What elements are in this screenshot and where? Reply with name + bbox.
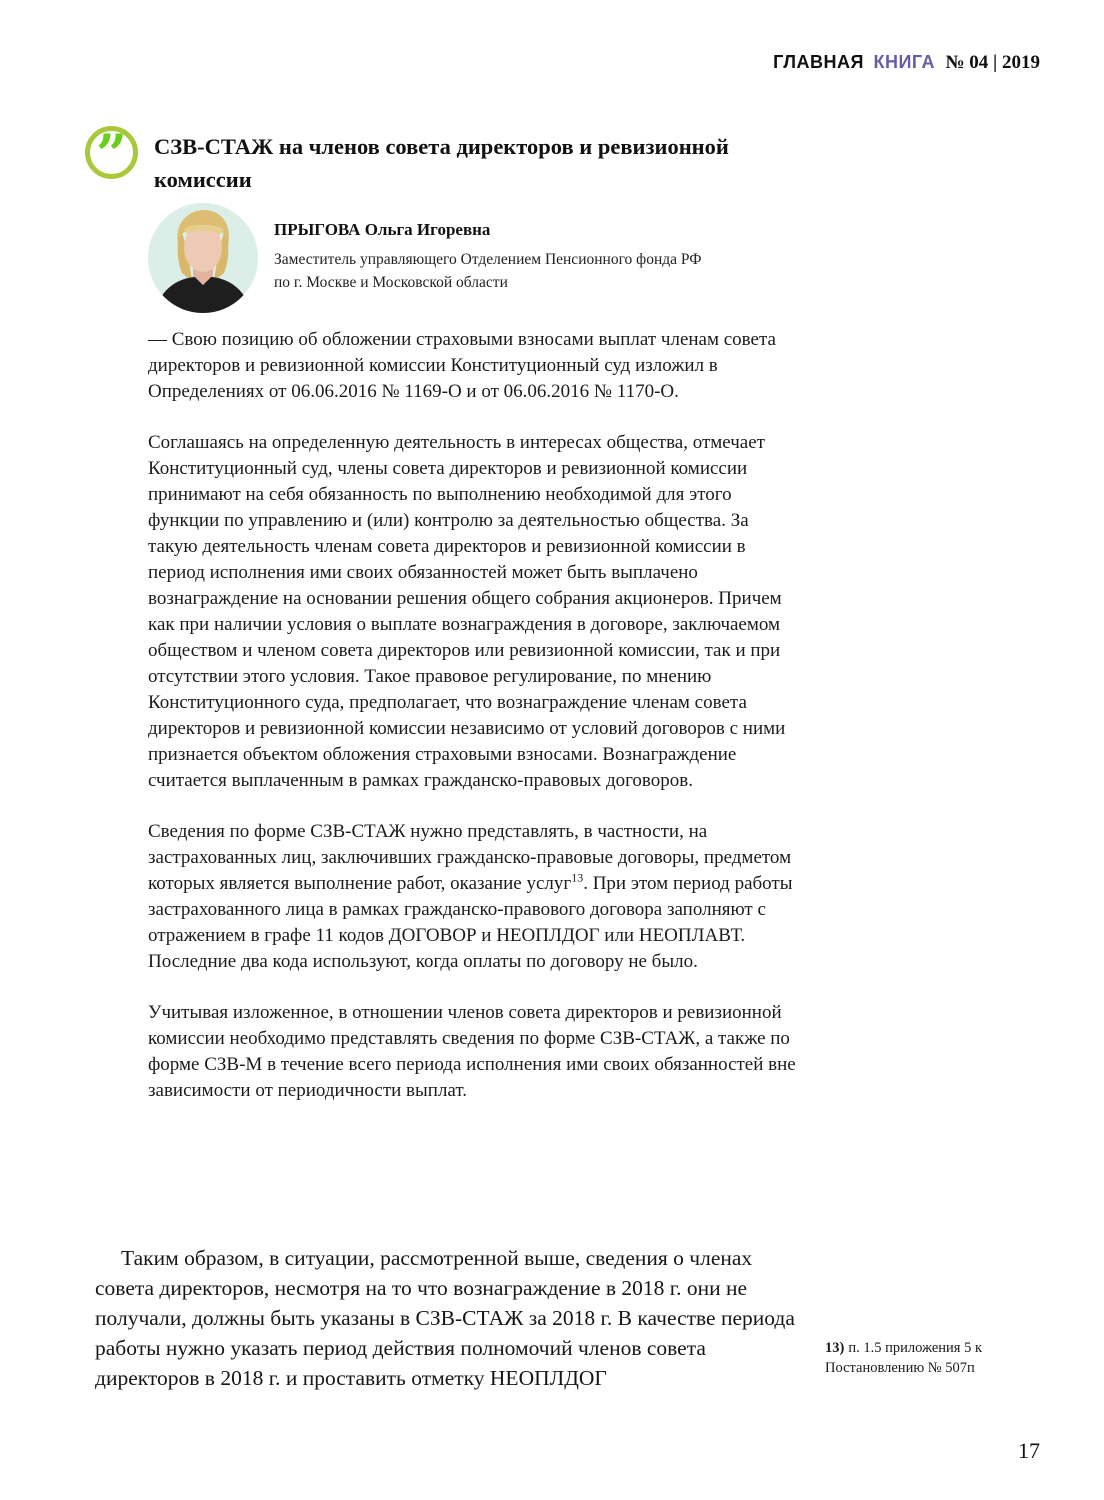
paragraph-court-position: — Свою позицию об обложении страховыми взносами выплат членам совета директоров и ревизионной комиссии Конституционный суд изложил в Определениях от 06.06.2016 № 1169-О и от 06.06.2016 № 1170-О.	[148, 329, 776, 402]
author-photo	[148, 203, 258, 313]
article-title-row	[85, 126, 815, 196]
paragraph-conclusion: Учитывая изложенное, в отношении членов совета директоров и ревизионной комиссии необходимо представлять сведения по форме СЗВ-СТАЖ, а также по форме СЗВ-М в течение всего периода исполнения ими своих обязанностей вне зависимости от периодичности выплат.	[148, 1002, 796, 1101]
footnote-reference: 13	[571, 870, 584, 885]
paragraph-szv-stazh-codes	[148, 819, 796, 975]
page-number: 17	[1018, 1438, 1040, 1463]
page-header	[773, 52, 1040, 74]
author-info	[274, 203, 702, 313]
footnote-marker: 13)	[825, 1340, 845, 1356]
article-title: СЗВ-СТАЖ на членов совета директоров и ревизионной комиссии	[154, 134, 729, 192]
quote-marks-icon	[85, 126, 138, 179]
quote-glyph: ”	[95, 126, 128, 179]
closing-paragraph: Таким образом, в ситуации, рассмотренной выше, сведения о членах совета директоров, несмотря на то что вознаграждение в 2018 г. они не получали, должны быть указаны в СЗВ-СТАЖ за 2018 г. В качестве периода работы нужно указать период действия полномочий членов совета директоров в 2018 г. и проставить отметку НЕОПЛДОГ	[95, 1246, 795, 1390]
author-position-line1: Заместитель управляющего Отделением Пенсионного фонда РФ	[274, 251, 702, 268]
footnote-text: п. 1.5 приложения 5 к Постановлению № 507п	[825, 1340, 982, 1376]
issue-number: № 04 | 2019	[945, 52, 1040, 73]
margin-footnote	[825, 1338, 1063, 1378]
author-portrait-illustration	[148, 203, 258, 313]
magazine-name-accent: КНИГА	[873, 52, 935, 72]
author-position-line2: по г. Москве и Московской области	[274, 274, 508, 291]
interview-text	[148, 327, 796, 1129]
paragraph-3-text: Сведения по форме СЗВ-СТАЖ нужно представлять, в частности, на застрахованных лиц, заключивших гражданско-правовые договоры, предметом которых является выполнение работ, оказание услуг	[148, 821, 792, 894]
paragraph-3-text-continued: . При этом период работы застрахованного лица в рамках гражданско-правового договора заполняют с отражением в графе 11 кодов ДОГОВОР и НЕОПЛДОГ или НЕОПЛАВТ. Последние два кода используют, когда оплаты по договору не было.	[148, 873, 793, 972]
author-block	[148, 203, 702, 313]
author-name: ПРЫГОВА Ольга Игоревна	[274, 220, 491, 239]
magazine-name: ГЛАВНАЯ	[773, 52, 864, 72]
paragraph-court-reasoning: Соглашаясь на определенную деятельность в интересах общества, отмечает Конституционный суд, члены совета директоров и ревизионной комиссии принимают на себя обязанность по выполнению необходимой для этого функции по управлению и (или) контролю за деятельностью общества. За такую деятельность членам совета директоров и ревизионной комиссии в период исполнения ими своих обязанностей может быть выплачено вознаграждение на основании решения общего собрания акционеров. Причем как при наличии условия о выплате вознаграждения в договоре, заключаемом обществом и членом совета директоров или ревизионной комиссии, так и при отсутствии этого условия. Такое правовое регулирование, по мнению Конституционного суда, предполагает, что вознаграждение членам совета директоров и ревизионной комиссии независимо от условий договоров с ними признается объектом обложения страховыми взносами. Вознаграждение считается выплаченным в рамках гражданско-правовых договоров.	[148, 432, 786, 791]
